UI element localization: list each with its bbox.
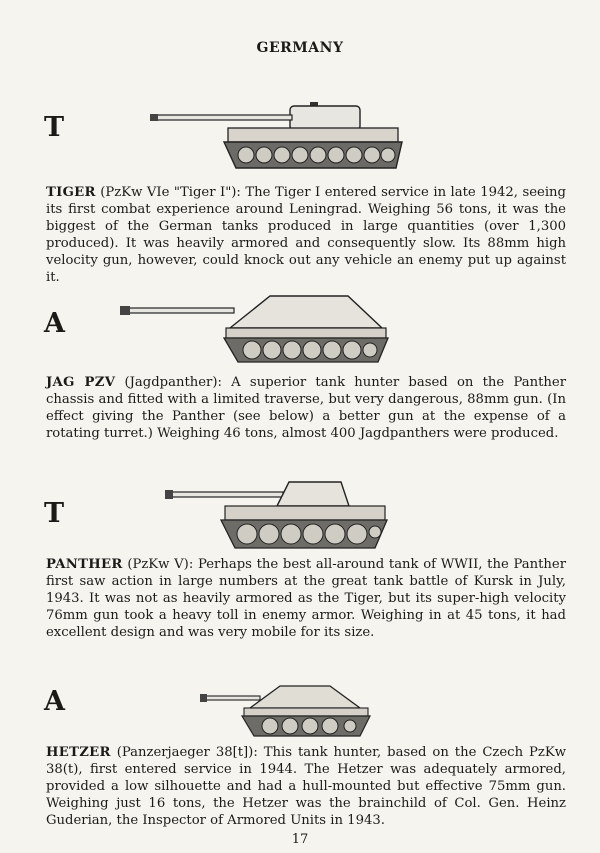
- entry-jagdpanther: [46, 374, 566, 442]
- entry-hetzer-name: HETZER: [46, 745, 111, 760]
- section-letter-hetzer: A: [44, 686, 65, 717]
- entry-panther: [46, 556, 566, 641]
- entry-hetzer: [46, 744, 566, 829]
- entry-jagdpanther-name: JAG PZV: [46, 375, 116, 390]
- tiger-tank-illustration: [150, 96, 410, 176]
- page-number: 17: [291, 832, 309, 847]
- entry-panther-name: PANTHER: [46, 557, 123, 572]
- panther-tank-illustration: [165, 470, 395, 556]
- entry-tiger-text: (PzKw VIe "Tiger I"): The Tiger I entered service in late 1942, seeing its first combat experience around Leningrad. Weighing 56 tons, it was the biggest of the German tanks produced in large quantities (over 1,300 produced). It was heavily armored and consequently slow. Its 88mm high velocity gun, however, could knock out any vehicle an enemy put up against it.: [46, 185, 566, 285]
- section-letter-tiger: T: [44, 112, 65, 143]
- entry-jagdpanther-text: (Jagdpanther): A superior tank hunter based on the Panther chassis and fitted with a limited traverse, but very dangerous, 88mm gun. (In effect giving the Panther (see below) a better gun at the expense of a rotating turret.) Weighing 46 tons, almost 400 Jagdpanthers were produced.: [46, 375, 566, 441]
- jagdpanther-tank-illustration: [120, 288, 400, 368]
- section-letter-panther: T: [44, 498, 65, 529]
- page-title: GERMANY: [256, 40, 344, 56]
- entry-panther-text: (PzKw V): Perhaps the best all-around tank of WWII, the Panther first saw action in large numbers at the great tank battle of Kursk in July, 1943. It was not as heavily armored as the Tiger, but its super-high velocity 76mm gun took a heavy toll in enemy armor. Weighing in at 45 tons, it had excellent design and was very mobile for its size.: [46, 557, 566, 640]
- entry-hetzer-text: (Panzerjaeger 38[t]): This tank hunter, based on the Czech PzKw 38(t), first entered service in 1944. The Hetzer was adequately armored, provided a low silhouette and had a hull-mounted but effective 75mm gun. Weighing just 16 tons, the Hetzer was the brainchild of Col. Gen. Heinz Guderian, the Inspector of Armored Units in 1943.: [46, 745, 566, 828]
- entry-tiger-name: TIGER: [46, 185, 96, 200]
- hetzer-tank-illustration: [200, 680, 390, 740]
- section-letter-jagdpanther: A: [44, 308, 65, 339]
- entry-tiger: [46, 184, 566, 286]
